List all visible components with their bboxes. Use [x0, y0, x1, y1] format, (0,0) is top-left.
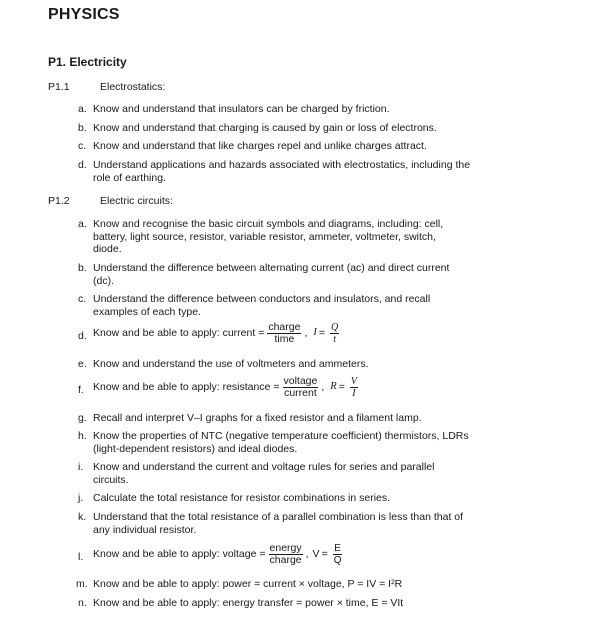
fraction-denominator: current	[284, 387, 317, 399]
item-letter: i.	[78, 461, 84, 473]
item-line: Know and be able to apply: power = current × voltage, P = IV = I²R	[93, 578, 403, 590]
item-letter: d.	[78, 159, 87, 171]
item-text	[93, 492, 498, 505]
formula-prefix: Know and be able to apply: current =	[93, 327, 265, 340]
item-text	[93, 358, 498, 371]
formula-prefix: Know and be able to apply: resistance =	[93, 381, 280, 394]
symbol-denominator: I	[352, 388, 356, 399]
item-line: role of earthing.	[93, 171, 166, 184]
fraction-denominator: charge	[269, 554, 302, 566]
item-text	[93, 430, 498, 455]
item-text	[93, 103, 498, 116]
item-text	[93, 511, 498, 536]
item-letter: a.	[78, 218, 87, 230]
item-line: Calculate the total resistance for resistor combinations in series.	[93, 492, 391, 504]
item-line: Understand the difference between alternating current (ac) and direct current	[93, 262, 450, 274]
item-line: Understand the difference between conductors and insulators, and recall	[93, 293, 431, 305]
item-text	[93, 597, 498, 610]
item-line: Understand that the total resistance of a parallel combination is less than that of	[93, 511, 464, 523]
symbol-lhs: R	[330, 381, 337, 393]
symbol-numerator: Q	[331, 322, 339, 333]
item-letter: m.	[76, 578, 88, 590]
item-letter: h.	[78, 430, 87, 442]
item-text	[93, 218, 498, 256]
page-title: PHYSICS	[48, 6, 120, 23]
symbol-denominator: Q	[333, 555, 342, 566]
item-line: Recall and interpret V–I graphs for a fixed resistor and a filament lamp.	[93, 412, 422, 424]
item-text	[93, 262, 498, 287]
item-line: any individual resistor.	[93, 523, 197, 536]
symbol-fraction	[350, 376, 358, 399]
item-letter: n.	[78, 597, 87, 609]
fraction-denominator: time	[274, 333, 295, 345]
topic-code: P1.1	[48, 81, 70, 93]
symbol-numerator: V	[350, 376, 357, 387]
formula-prefix: Know and be able to apply: voltage =	[93, 548, 266, 561]
symbol-denominator: t	[333, 334, 336, 345]
item-line: Know and understand the current and voltage rules for series and parallel	[93, 461, 435, 473]
item-text	[93, 412, 498, 425]
item-text	[93, 461, 498, 486]
item-line: Understand applications and hazards associated with electrostatics, including the	[93, 159, 471, 171]
item-line: Know and recognise the basic circuit symbols and diagrams, including: cell,	[93, 218, 444, 230]
item-line: circuits.	[93, 473, 129, 486]
voltage-formula: Know and be able to apply: voltage = $\frac{\text{energy}}{\text{charge}}$ , V = $\frac{E}{Q}$	[93, 542, 342, 566]
item-line: Know and understand the use of voltmeters and ammeters.	[93, 358, 369, 370]
item-letter: a.	[78, 103, 87, 115]
symbol-numerator: E	[334, 543, 341, 554]
item-text	[93, 578, 506, 591]
item-line: battery, light source, resistor, variable resistor, ammeter, voltmeter, switch,	[93, 230, 436, 243]
item-line: Know and be able to apply: energy transfer = power × time, E = VIt	[93, 597, 404, 609]
item-letter: l.	[78, 551, 84, 563]
item-line: (dc).	[93, 274, 114, 287]
item-letter: k.	[78, 511, 87, 523]
fraction-numerator: charge	[268, 321, 301, 333]
item-line: (light-dependent resistors) and ideal diodes.	[93, 442, 298, 455]
item-letter: c.	[78, 293, 87, 305]
word-fraction	[269, 543, 303, 566]
item-line: Know and understand that charging is caused by gain or loss of electrons.	[93, 122, 437, 134]
symbol-fraction	[330, 322, 339, 345]
symbol-lhs: V	[312, 548, 320, 561]
item-letter: b.	[78, 122, 87, 134]
resistance-formula: Know and be able to apply: resistance = $\frac{\text{voltage}}{\text{current}}$ , R = $\frac{V}{I}$	[93, 375, 357, 399]
item-letter: g.	[78, 412, 87, 424]
fraction-numerator: energy	[269, 542, 302, 554]
item-letter: b.	[78, 262, 87, 274]
symbol-fraction	[333, 543, 343, 566]
item-line: Know and understand that like charges repel and unlike charges attract.	[93, 140, 427, 152]
item-line: Know the properties of NTC (negative temperature coefficient) thermistors, LDRs	[93, 430, 469, 442]
item-letter: d.	[78, 330, 87, 342]
item-text	[93, 140, 498, 153]
item-line: diode.	[93, 243, 122, 255]
item-text	[93, 159, 498, 184]
item-line: examples of each type.	[93, 305, 201, 318]
symbol-lhs: I	[313, 327, 317, 339]
section-heading: P1. Electricity	[48, 55, 127, 69]
word-fraction	[267, 322, 301, 345]
item-line: Know and understand that insulators can be charged by friction.	[93, 103, 390, 115]
item-letter: f.	[78, 384, 84, 396]
item-letter: c.	[78, 140, 87, 152]
item-text	[93, 293, 498, 318]
current-formula: Know and be able to apply: current = $\frac{\text{charge}}{\text{time}}$ , I = $\frac{Q}{t}$	[93, 321, 339, 345]
word-fraction	[283, 376, 319, 399]
topic-name: Electric circuits:	[100, 195, 173, 207]
item-text	[93, 122, 498, 135]
fraction-numerator: voltage	[283, 375, 318, 387]
item-letter: j.	[78, 492, 84, 504]
item-letter: e.	[78, 358, 87, 370]
topic-code: P1.2	[48, 195, 70, 207]
topic-name: Electrostatics:	[100, 81, 166, 93]
